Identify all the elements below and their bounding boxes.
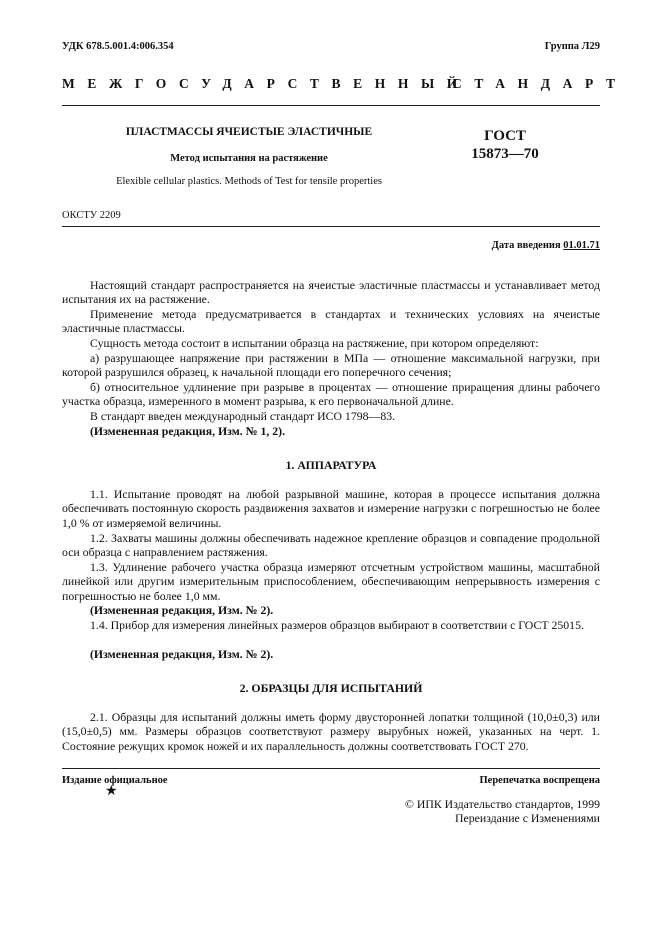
footer-divider xyxy=(62,768,600,769)
reprint-prohibited-label: Перепечатка воспрещена xyxy=(479,775,600,786)
udk-code: УДК 678.5.001.4:006.354 xyxy=(62,41,174,52)
group-code: Группа Л29 xyxy=(544,41,600,52)
okstu-code: ОКСТУ 2209 xyxy=(62,210,121,221)
star-icon: ★ xyxy=(105,784,118,799)
preamble-item-b: б) относительное удлинение при разрыве в процентах — отношение приращения длины рабочего участка образца, измеренного в момент разрыва, к его первоначальной длине. xyxy=(62,380,600,409)
clause-2-1: 2.1. Образцы для испытаний должны иметь форму двусторонней лопатки толщиной (10,0±0,3) или (15,0±0,5) мм. Размеры образцов соответствуют размеру вырубных ножей, указанных на черт. 1. Состояние режущих кромок ножей и их параллельность должны соответствовать ГОСТ 270. xyxy=(62,710,600,753)
reissue-note: Переиздание с Изменениями xyxy=(455,811,600,825)
section-2-title: 2. ОБРАЗЦЫ ДЛЯ ИСПЫТАНИЙ xyxy=(239,681,423,695)
title-divider xyxy=(62,226,600,227)
section-1-title: 1. АППАРАТУРА xyxy=(285,458,377,472)
preamble-essence: Сущность метода состоит в испытании образца на растяжение, при котором определяют: xyxy=(90,336,539,350)
clause-1-3-amendment: (Измененная редакция, Изм. № 2). xyxy=(90,603,274,617)
banner-interstate: МЕЖГОСУДАРСТВЕННЫЙ xyxy=(62,76,470,91)
banner-divider xyxy=(62,105,600,106)
introduction-date-label: Дата введения xyxy=(491,240,561,251)
clause-1-4-amendment: (Измененная редакция, Изм. № 2). xyxy=(90,647,274,661)
clause-1-3: 1.3. Удлинение рабочего участка образца измеряют отсчетным устройством машины, масштабной линейкой или другим измерительным приспособлением, обеспечивающим непрерывность измерения с погрешностью не более 1,0 мм. xyxy=(62,560,600,603)
english-title: Elexible cellular plastics. Methods of Test for tensile properties xyxy=(116,176,382,187)
clause-1-1: 1.1. Испытание проводят на любой разрывной машине, которая в процессе испытания должна обеспечивать постоянную скорость раздвижения захватов и измерение нагрузки с погрешностью не более 1,0 % от измеряемой величины. xyxy=(62,487,600,530)
document-title: ПЛАСТМАССЫ ЯЧЕИСТЫЕ ЭЛАСТИЧНЫЕ xyxy=(125,126,373,138)
preamble-scope: Настоящий стандарт распространяется на ячеистые эластичные пластмассы и устанавливает метод испытания их на растяжение. xyxy=(62,278,600,307)
gost-number: 15873—70 xyxy=(471,146,539,162)
official-edition-label: Издание официальное xyxy=(62,775,168,786)
introduction-date xyxy=(492,240,600,251)
preamble-amendment: (Измененная редакция, Изм. № 1, 2). xyxy=(90,424,286,438)
clause-1-4: 1.4. Прибор для измерения линейных размеров образцов выбирают в соответствии с ГОСТ 25015. xyxy=(90,618,584,632)
gost-label: ГОСТ xyxy=(484,128,526,144)
clause-1-2: 1.2. Захваты машины должны обеспечивать надежное крепление образцов и совпадение продольной оси образца с направлением растяжения. xyxy=(62,531,600,560)
copyright-notice: © ИПК Издательство стандартов, 1999 xyxy=(404,797,600,811)
banner-standard: СТАНДАРТ xyxy=(452,76,628,91)
preamble-application: Применение метода предусматривается в стандартах и технических условиях на ячеистые эластичные пластмассы. xyxy=(62,307,600,336)
document-subtitle: Метод испытания на растяжение xyxy=(170,153,328,164)
preamble-iso-note: В стандарт введен международный стандарт ИСО 1798—83. xyxy=(90,409,396,423)
introduction-date-value: 01.01.71 xyxy=(563,240,600,251)
preamble-item-a: а) разрушающее напряжение при растяжении в МПа — отношение максимальной нагрузки, при которой разрушился образец, к начальной площади его поперечного сечения; xyxy=(62,351,600,380)
